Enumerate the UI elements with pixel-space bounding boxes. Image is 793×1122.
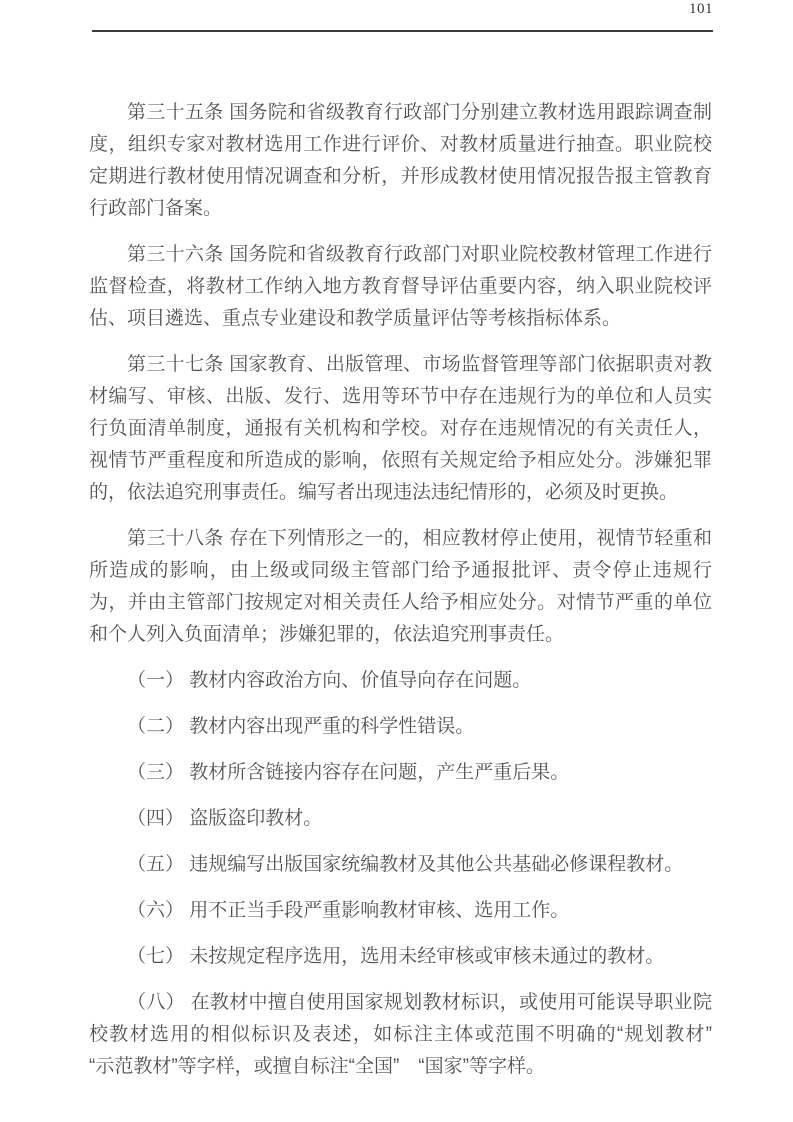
list-item-7: （七） 未按规定程序选用，选用未经审核或审核未通过的教材。 — [127, 946, 665, 967]
paragraph-article-38: 第三十八条 存在下列情形之一的，相应教材停止使用，视情节轻重和所造成的影响，由上级或同级主管部门给予通报批评、责令停止违规行为，并由主管部门按规定对相关责任人给予相应处分。对情节严重的单位和个人列入负面清单；涉嫌犯罪的，依法追究刑事责任。 — [89, 528, 712, 645]
list-item-4: （四） 盗版盗印教材。 — [127, 808, 323, 829]
document-body — [89, 97, 732, 1097]
list-item-5: （五） 违规编写出版国家统编教材及其他公共基础必修课程教材。 — [127, 854, 684, 875]
paragraph-article-37: 第三十七条 国家教育、出版管理、市场监督管理等部门依据职责对教材编写、审核、出版、发行、选用等环节中存在违规行为的单位和人员实行负面清单制度，通报有关机构和学校。对存在违规情况的有关责任人，视情节严重程度和所造成的影响，依照有关规定给予相应处分。涉嫌犯罪的，依法追究刑事责任。编写者出现违法违纪情形的，必须及时更换。 — [89, 354, 712, 503]
list-item-3: （三） 教材所含链接内容存在问题，产生严重后果。 — [127, 762, 570, 783]
list-item-6: （六） 用不正当手段严重影响教材审核、选用工作。 — [127, 900, 570, 921]
paragraph-article-35: 第三十五条 国务院和省级教育行政部门分别建立教材选用跟踪调查制度，组织专家对教材选用工作进行评价、对教材质量进行抽查。职业院校定期进行教材使用情况调查和分析，并形成教材使用情况报告报主管教育行政部门备案。 — [89, 102, 712, 219]
header-rule — [92, 30, 713, 32]
list-item-2: （二） 教材内容出现严重的科学性错误。 — [127, 716, 475, 737]
page-number: 101 — [689, 1, 713, 17]
paragraph-article-36: 第三十六条 国务院和省级教育行政部门对职业院校教材管理工作进行监督检查，将教材工作纳入地方教育督导评估重要内容，纳入职业院校评估、项目遴选、重点专业建设和教学质量评估等考核指标体系。 — [89, 244, 712, 329]
list-item-1: （一） 教材内容政治方向、价值导向存在问题。 — [127, 670, 532, 691]
list-item-8: （八） 在教材中擅自使用国家规划教材标识，或使用可能误导职业院校教材选用的相似标识及表述，如标注主体或范围不明确的“规划教材” “示范教材”等字样，或擅自标注“全国” “国家”等字样。 — [89, 992, 732, 1077]
